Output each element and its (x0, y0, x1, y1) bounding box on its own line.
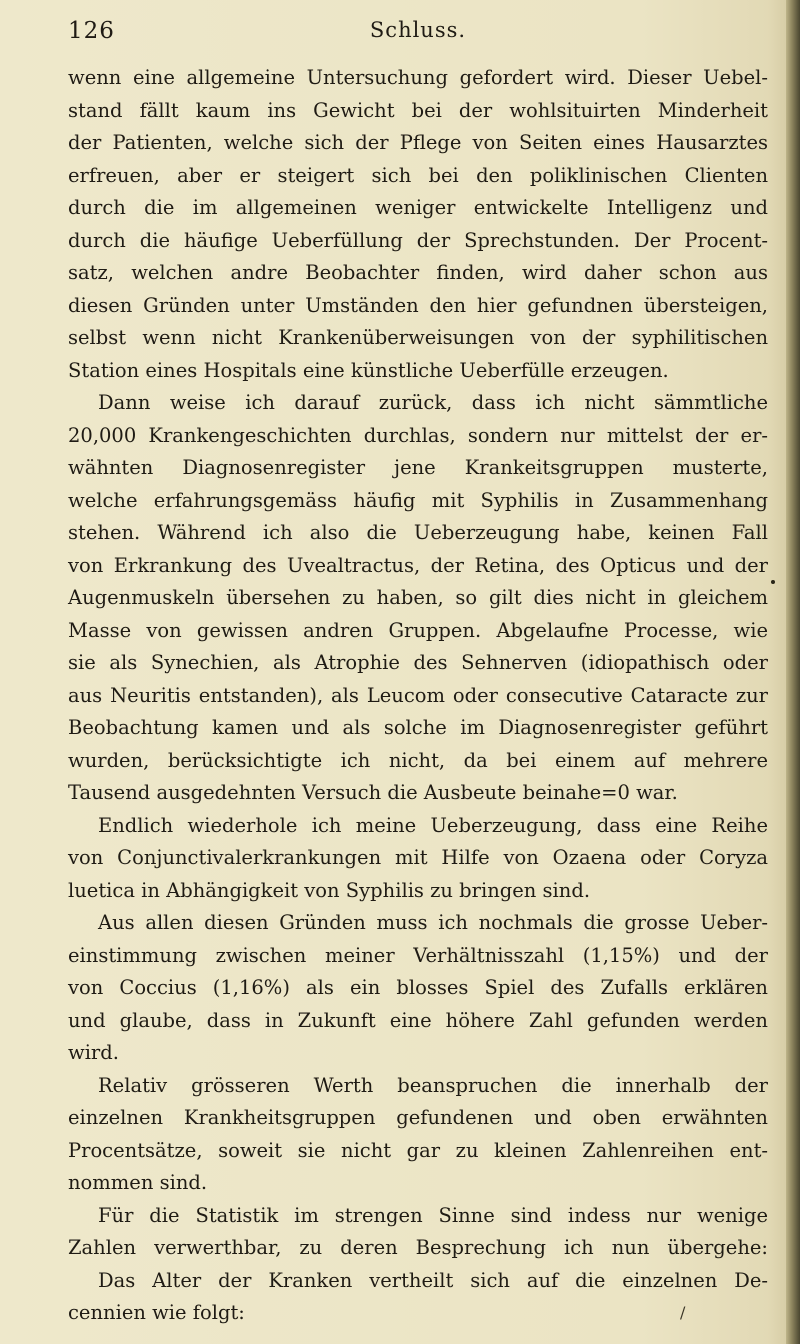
text-line: einstimmung zwischen meiner Verhältnisszahl (1,15%) und der (68, 943, 768, 967)
running-head: Schluss. (369, 18, 467, 42)
text-line: Dann weise ich darauf zurück, dass ich nicht sämmtliche (98, 391, 768, 414)
page-edge-shadow (786, 0, 800, 1344)
text-line: wird. (68, 1041, 119, 1064)
text-line: Aus allen diesen Gründen muss ich nochmals die grosse Ueber- (98, 911, 768, 934)
ink-speck (771, 580, 775, 584)
text-line: wurden, berücksichtigte ich nicht, da bei einem auf mehrere (68, 748, 768, 772)
text-line: sie als Synechien, als Atrophie des Sehnerven (idiopathisch oder (68, 651, 768, 674)
text-line: einzelnen Krankheitsgruppen gefundenen und oben erwähnten (68, 1106, 768, 1129)
text-line: selbst wenn nicht Krankenüberweisungen von der syphilitischen (68, 326, 768, 349)
page-header (68, 18, 768, 52)
text-line: 20,000 Krankengeschichten durchlas, sondern nur mittelst der er- (68, 423, 768, 447)
text-line: der Patienten, welche sich der Pflege von Seiten eines Hausarztes (68, 131, 768, 154)
text-line: Masse von gewissen andren Gruppen. Abgelaufne Processe, wie (68, 618, 768, 642)
text-line: cennien wie folgt: (68, 1301, 245, 1324)
text-line: Station eines Hospitals eine künstliche Ueberfülle erzeugen. (68, 358, 669, 382)
text-line: satz, welchen andre Beobachter finden, wird daher schon aus (68, 261, 768, 284)
text-line: stand fällt kaum ins Gewicht bei der wohlsituirten Minderheit (68, 98, 768, 122)
text-line: nommen sind. (68, 1171, 208, 1194)
text-line: wenn eine allgemeine Untersuchung gefordert wird. Dieser Uebel- (68, 66, 768, 89)
text-line: Procentsätze, soweit sie nicht gar zu kleinen Zahlenreihen ent- (68, 1138, 768, 1162)
text-line: Zahlen verwerthbar, zu deren Besprechung ich nun übergehe: (68, 1236, 768, 1259)
text-line: Endlich wiederhole ich meine Ueberzeugung, dass eine Reihe (98, 813, 768, 837)
text-line: von Coccius (1,16%) als ein blosses Spiel des Zufalls erklären (68, 976, 768, 999)
text-line: von Conjunctivalerkrankungen mit Hilfe von Ozaena oder Coryza (68, 846, 768, 869)
text-line: und glaube, dass in Zukunft eine höhere Zahl gefunden werden (68, 1008, 768, 1032)
text-line: luetica in Abhängigkeit von Syphilis zu bringen sind. (68, 878, 591, 902)
text-line: von Erkrankung des Uvealtractus, der Retina, des Opticus und der (68, 553, 768, 577)
text-line: Für die Statistik im strengen Sinne sind indess nur wenige (98, 1203, 768, 1227)
text-line: durch die im allgemeinen weniger entwickelte Intelligenz und (68, 196, 768, 219)
text-line: Beobachtung kamen und als solche im Diagnosenregister geführt (68, 716, 768, 739)
text-line: Das Alter der Kranken vertheilt sich auf die einzelnen De- (98, 1268, 768, 1292)
text-line: durch die häufige Ueberfüllung der Sprechstunden. Der Procent- (68, 228, 768, 252)
page-number: 126 (68, 18, 115, 44)
text-line: Augenmuskeln übersehen zu haben, so gilt dies nicht in gleichem (68, 586, 768, 609)
text-line: welche erfahrungsgemäss häufig mit Syphilis in Zusammenhang (68, 488, 768, 512)
body-text (68, 62, 768, 1330)
text-line: stehen. Während ich also die Ueberzeugung habe, keinen Fall (68, 521, 768, 544)
text-line: aus Neuritis entstanden), als Leucom oder consecutive Cataracte zur (68, 683, 768, 707)
text-line: diesen Gründen unter Umständen den hier gefundnen übersteigen, (68, 293, 768, 317)
text-line: erfreuen, aber er steigert sich bei den poliklinischen Clienten (68, 163, 768, 187)
text-line: Relativ grösseren Werth beanspruchen die innerhalb der (98, 1073, 768, 1097)
footer-mark: / (680, 1303, 686, 1322)
text-line: wähnten Diagnosenregister jene Krankeitsgruppen musterte, (68, 456, 768, 479)
text-line: Tausend ausgedehnten Versuch die Ausbeute beinahe=0 war. (68, 781, 678, 804)
